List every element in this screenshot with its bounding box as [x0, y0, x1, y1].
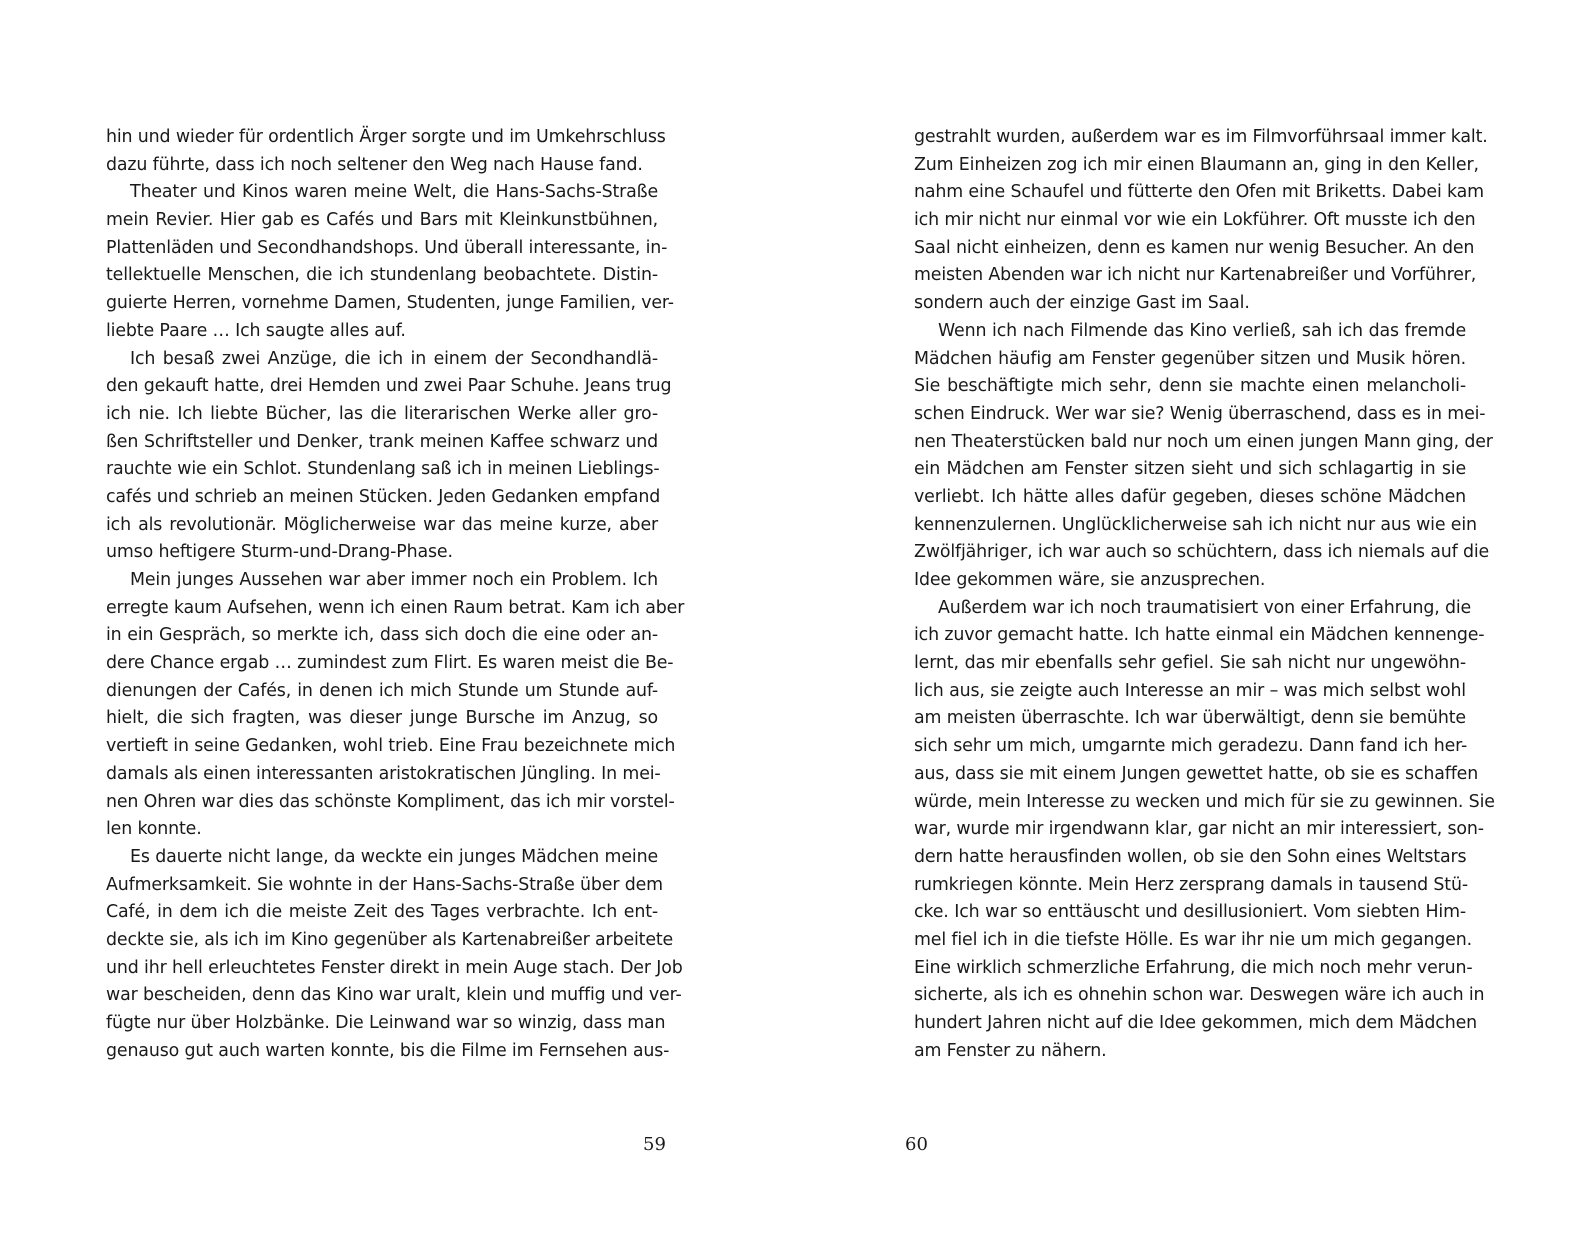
text-line: lernt, das mir ebenfalls sehr gefiel. Sie sah nicht nur ungewöhn-: [914, 653, 1466, 674]
text-line: damals als einen interessanten aristokratischen Jüngling. In mei-: [106, 763, 661, 784]
text-line: Es dauerte nicht lange, da weckte ein junges Mädchen meine: [130, 846, 658, 867]
text-line: nen Ohren war dies das schönste Kompliment, das ich mir vorstel-: [106, 791, 675, 812]
left-page-text: [106, 124, 685, 1065]
text-line: aus, dass sie mit einem Jungen gewettet hatte, ob sie es schaffen: [914, 763, 1479, 784]
text-line: den gekauft hatte, drei Hemden und zwei Paar Schuhe. Jeans trug: [106, 376, 672, 397]
text-line: würde, mein Interesse zu wecken und mich für sie zu gewinnen. Sie: [914, 791, 1495, 812]
text-line: hin und wieder für ordentlich Ärger sorgte und im Umkehrschluss: [106, 127, 666, 147]
text-line: ich nie. Ich liebte Bücher, las die literarischen Werke aller gro-: [106, 403, 658, 424]
text-line: Plattenläden und Secondhandshops. Und überall interessante, in-: [106, 237, 668, 258]
text-line: war bescheiden, denn das Kino war uralt, klein und muffig und ver-: [106, 985, 682, 1006]
text-line: ich als revolutionär. Möglicherweise war das meine kurze, aber: [106, 514, 658, 535]
text-line: Mein junges Aussehen war aber immer noch ein Problem. Ich: [130, 570, 658, 590]
text-line: liebte Paare … Ich saugte alles auf.: [106, 320, 406, 341]
text-line: am Fenster zu nähern.: [914, 1040, 1107, 1061]
text-line: gestrahlt wurden, außerdem war es im Filmvorführsaal immer kalt.: [914, 127, 1488, 147]
text-line: nen Theaterstücken bald nur noch um einen jungen Mann ging, der: [914, 431, 1493, 452]
text-line: sondern auch der einzige Gast im Saal.: [914, 293, 1250, 314]
text-line: fügte nur über Holzbänke. Die Leinwand war so winzig, dass man: [106, 1013, 666, 1033]
text-line: cke. Ich war so enttäuscht und desillusioniert. Vom siebten Him-: [914, 902, 1466, 923]
text-line: Wenn ich nach Filmende das Kino verließ, sah ich das fremde: [938, 320, 1466, 341]
text-line: cafés und schrieb an meinen Stücken. Jeden Gedanken empfand: [106, 486, 661, 507]
text-line: Mädchen häufig am Fenster gegenüber sitzen und Musik hören.: [914, 348, 1466, 369]
text-line: meisten Abenden war ich nicht nur Kartenabreißer und Vorführer,: [914, 265, 1477, 286]
text-line: und ihr hell erleuchtetes Fenster direkt in mein Auge stach. Der Job: [106, 957, 683, 978]
text-line: in ein Gespräch, so merkte ich, dass sich doch die eine oder an-: [106, 625, 658, 646]
text-line: Ich besaß zwei Anzüge, die ich in einem der Secondhandlä-: [130, 348, 658, 369]
text-line: Saal nicht einheizen, denn es kamen nur wenig Besucher. An den: [914, 237, 1475, 258]
page-number-left: 59: [643, 1134, 666, 1155]
text-line: mel fiel ich in die tiefste Hölle. Es war ihr nie um mich gegangen.: [914, 929, 1472, 950]
text-line: sicherte, als ich es ohnehin schon war. Deswegen wäre ich auch in: [914, 985, 1485, 1006]
text-line: hielt, die sich fragten, was dieser junge Bursche im Anzug, so: [106, 708, 658, 729]
text-line: ein Mädchen am Fenster sitzen sieht und sich schlagartig in sie: [914, 459, 1466, 480]
text-line: len konnte.: [106, 819, 202, 840]
text-line: Zum Einheizen zog ich mir einen Blaumann an, ging in den Keller,: [914, 154, 1479, 175]
text-line: verliebt. Ich hätte alles dafür gegeben, dieses schöne Mädchen: [914, 486, 1466, 507]
text-line: erregte kaum Aufsehen, wenn ich einen Raum betrat. Kam ich aber: [106, 597, 685, 618]
text-line: dazu führte, dass ich noch seltener den Weg nach Hause fand.: [106, 154, 643, 175]
text-line: Eine wirklich schmerzliche Erfahrung, die mich noch mehr verun-: [914, 957, 1473, 978]
text-line: Café, in dem ich die meiste Zeit des Tages verbrachte. Ich ent-: [106, 902, 658, 923]
text-line: dere Chance ergab … zumindest zum Flirt. Es waren meist die Be-: [106, 653, 674, 674]
text-line: Theater und Kinos waren meine Welt, die Hans-Sachs-Straße: [130, 182, 658, 203]
page-number-right: 60: [905, 1134, 928, 1155]
text-line: vertieft in seine Gedanken, wohl trieb. Eine Frau bezeichnete mich: [106, 736, 676, 757]
text-line: Zwölfjähriger, ich war auch so schüchtern, dass ich niemals auf die: [914, 542, 1490, 563]
text-line: genauso gut auch warten konnte, bis die Filme im Fernsehen aus-: [106, 1040, 670, 1061]
text-line: Aufmerksamkeit. Sie wohnte in der Hans-Sachs-Straße über dem: [106, 874, 663, 895]
text-line: ich zuvor gemacht hatte. Ich hatte einmal ein Mädchen kennenge-: [914, 625, 1485, 646]
text-line: dienungen der Cafés, in denen ich mich Stunde um Stunde auf-: [106, 680, 658, 701]
text-line: war, wurde mir irgendwann klar, gar nicht an mir interessiert, son-: [914, 819, 1484, 840]
text-line: umso heftigere Sturm-und-Drang-Phase.: [106, 542, 453, 563]
text-line: Idee gekommen wäre, sie anzusprechen.: [914, 570, 1266, 590]
text-line: rumkriegen könnte. Mein Herz zersprang damals in tausend Stü-: [914, 874, 1468, 895]
right-page-text: [914, 124, 1495, 1065]
text-line: schen Eindruck. Wer war sie? Wenig überraschend, dass es in mei-: [914, 403, 1486, 424]
text-line: am meisten überraschte. Ich war überwältigt, denn sie bemühte: [914, 708, 1466, 729]
text-line: rauchte wie ein Schlot. Stundenlang saß ich in meinen Lieblings-: [106, 459, 660, 480]
text-line: sich sehr um mich, umgarnte mich geradezu. Dann fand ich her-: [914, 736, 1468, 757]
text-line: Sie beschäftigte mich sehr, denn sie machte einen melancholi-: [914, 376, 1466, 397]
text-line: nahm eine Schaufel und fütterte den Ofen mit Briketts. Dabei kam: [914, 182, 1484, 203]
text-line: Außerdem war ich noch traumatisiert von einer Erfahrung, die: [938, 597, 1472, 618]
text-line: lich aus, sie zeigte auch Interesse an mir – was mich selbst wohl: [914, 680, 1466, 701]
text-line: deckte sie, als ich im Kino gegenüber als Kartenabreißer arbeitete: [106, 929, 674, 950]
text-line: tellektuelle Menschen, die ich stundenlang beobachtete. Distin-: [106, 265, 658, 286]
text-line: guierte Herren, vornehme Damen, Studenten, junge Familien, ver-: [106, 293, 674, 314]
text-line: ich mir nicht nur einmal vor wie ein Lokführer. Oft musste ich den: [914, 210, 1476, 231]
text-line: dern hatte herausfinden wollen, ob sie den Sohn eines Weltstars: [914, 846, 1467, 867]
text-line: hundert Jahren nicht auf die Idee gekommen, mich dem Mädchen: [914, 1013, 1478, 1033]
text-line: mein Revier. Hier gab es Cafés und Bars mit Kleinkunstbühnen,: [106, 210, 658, 231]
text-line: kennenzulernen. Unglücklicherweise sah ich nicht nur aus wie ein: [914, 514, 1477, 535]
text-line: ßen Schriftsteller und Denker, trank meinen Kaffee schwarz und: [106, 431, 658, 452]
